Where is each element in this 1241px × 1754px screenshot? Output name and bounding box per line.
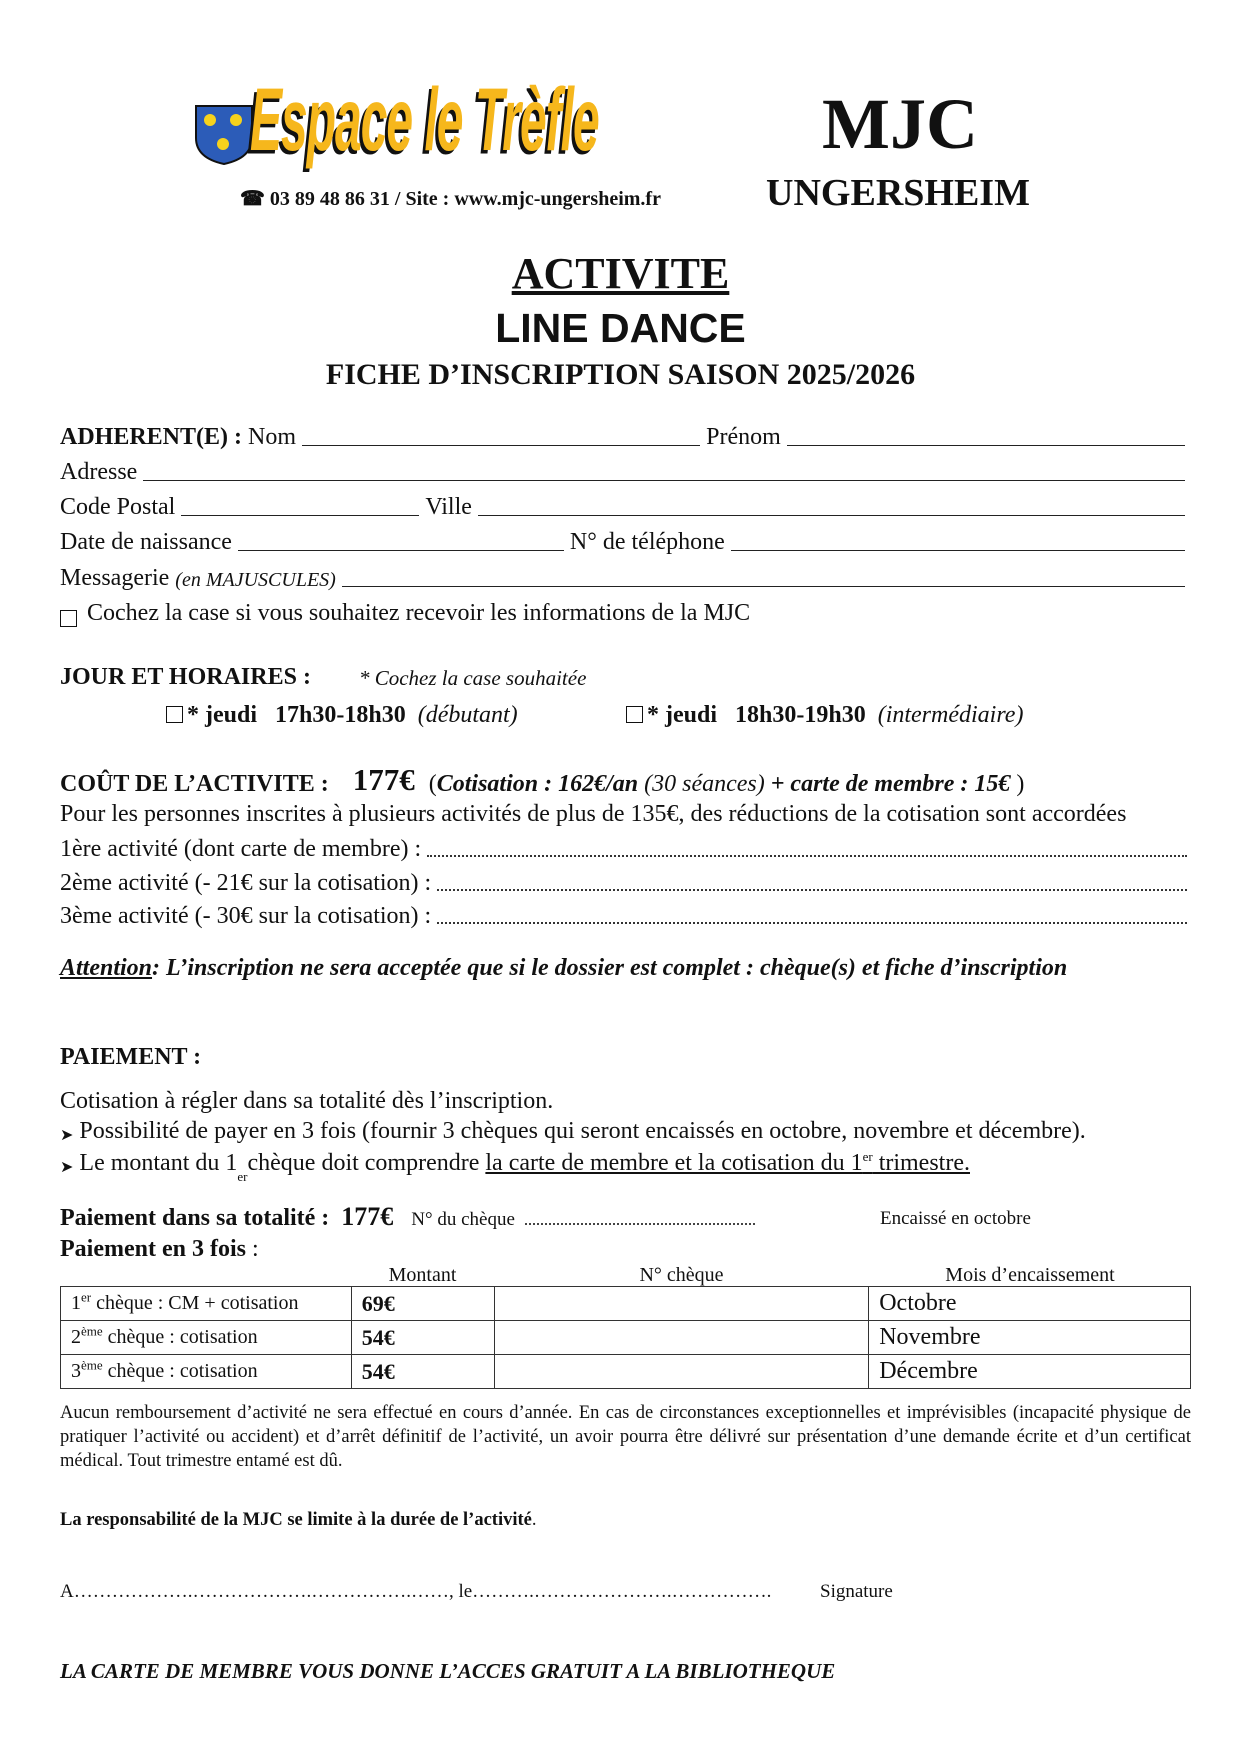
checkbox-debutant[interactable] xyxy=(166,706,183,723)
nom-label: Nom xyxy=(248,424,297,450)
row-ville xyxy=(60,494,1191,521)
paiement-label: PAIEMENT : xyxy=(60,1044,202,1070)
trois-fois-label: Paiement en 3 fois xyxy=(60,1236,246,1262)
row-adresse xyxy=(60,459,1191,486)
table-row xyxy=(61,1287,1191,1321)
date-naissance-field[interactable] xyxy=(238,549,564,551)
bullet-underlined: trimestre. xyxy=(872,1150,970,1176)
option-time: 18h30-19h30 xyxy=(735,702,866,728)
messagerie-label: Messagerie xyxy=(60,565,170,591)
cheque-number-field[interactable] xyxy=(494,1355,869,1389)
sup: er xyxy=(862,1149,873,1164)
totalite-amount: 177€ xyxy=(341,1202,394,1231)
logo-text: Espace le Trèfle xyxy=(250,72,599,171)
cout-seances: (30 séances) xyxy=(644,771,765,797)
option-level: (intermédiaire) xyxy=(877,702,1024,728)
adresse-label: Adresse xyxy=(60,459,138,485)
horaire-option-1[interactable] xyxy=(166,702,518,729)
cheque-label: 3ème chèque : cotisation xyxy=(61,1355,352,1389)
bibliotheque-notice: LA CARTE DE MEMBRE VOUS DONNE L’ACCES GRATUIT A LA BIBLIOTHEQUE xyxy=(60,1659,836,1683)
code-postal-label: Code Postal xyxy=(60,494,176,520)
cheque-no-label: N° du chèque xyxy=(411,1209,515,1230)
horaires-label: JOUR ET HORAIRES : xyxy=(60,664,311,690)
remboursement-text: Aucun remboursement d’activité ne sera effectué en cours d’année. En cas de circonstances exceptionnelles et imprévisibles (incapacité physique de pratiquer l’activité ou accident) et d’arrêt définitif de l’activité, un avoir pourra être délivré sur présentation d’une demande écrite et d’un certificat médical. Tout trimestre entamé est dû. xyxy=(60,1403,1191,1471)
header-mois: Mois d’encaissement xyxy=(945,1264,1115,1286)
attention-notice xyxy=(60,955,1191,982)
cout-carte: + carte de membre : 15€ xyxy=(770,771,1011,797)
trois-fois xyxy=(60,1236,259,1263)
encaisse-octobre: Encaissé en octobre xyxy=(880,1208,1031,1229)
cheque-month: Décembre xyxy=(869,1355,1191,1389)
table-row xyxy=(61,1355,1191,1389)
option-time: 17h30-18h30 xyxy=(275,702,406,728)
adresse-field[interactable] xyxy=(143,479,1185,481)
org-city: UNGERSHEIM xyxy=(766,172,1030,214)
table-row xyxy=(61,1321,1191,1355)
row-info-mjc xyxy=(60,600,1191,627)
header-cheque: N° chèque xyxy=(639,1264,724,1286)
bullet-text: chèque doit comprendre xyxy=(247,1150,480,1176)
cout-total: 177€ xyxy=(352,762,415,797)
reduction-line-1 xyxy=(60,836,1191,863)
cheque-number-field[interactable] xyxy=(494,1321,869,1355)
row-naissance xyxy=(60,529,1191,556)
attention-text: : L’inscription ne sera acceptée que si le dossier est complet : chèque(s) et fiche d’inscription xyxy=(152,955,1068,981)
cheque-amount: 54€ xyxy=(351,1355,494,1389)
info-checkbox-label: Cochez la case si vous souhaitez recevoir les informations de la MJC xyxy=(87,600,751,626)
paren: ( xyxy=(428,771,437,797)
payment-table xyxy=(60,1286,1191,1389)
responsabilite-text: La responsabilité de la MJC se limite à la durée de l’activité xyxy=(60,1510,532,1530)
reduction-line-2 xyxy=(60,870,1191,897)
attention-label: Attention xyxy=(60,955,153,981)
checkbox-intermediaire[interactable] xyxy=(626,706,643,723)
horaire-option-2[interactable] xyxy=(626,702,1023,729)
colon: : xyxy=(245,1236,259,1262)
cheque-label: 2ème chèque : cotisation xyxy=(61,1321,352,1355)
header-montant: Montant xyxy=(388,1264,457,1286)
messagerie-field[interactable] xyxy=(342,585,1185,587)
contact-line: ☎ 03 89 48 86 31 / Site : www.mjc-ungersheim.fr xyxy=(240,188,661,210)
cout-header: COÛT DE L’ACTIVITE : 177€ ( Cotisation : 162€/an (30 séances) + carte de membre : 15€ ) xyxy=(60,762,1025,797)
logo-espace-le-trefle xyxy=(192,72,722,178)
row-messagerie xyxy=(60,565,1191,592)
reduction-line-3 xyxy=(60,903,1191,930)
cheque-amount: 54€ xyxy=(351,1321,494,1355)
telephone-field[interactable] xyxy=(731,549,1185,551)
messagerie-note: (en MAJUSCULES) xyxy=(175,569,336,591)
reduction-label: 2ème activité (- 21€ sur la cotisation) : xyxy=(60,870,432,896)
shield-icon xyxy=(194,104,254,166)
signature-label: Signature xyxy=(820,1581,893,1602)
code-postal-field[interactable] xyxy=(181,514,419,516)
adherent-label: ADHERENT(E) : xyxy=(60,424,243,450)
reduction-field[interactable] xyxy=(437,888,1187,891)
bullet-text: Le montant du 1 xyxy=(79,1150,238,1176)
reduction-label: 1ère activité (dont carte de membre) : xyxy=(60,836,422,862)
lieu-date-field[interactable]: A……………….……………….…………….……, le……….………………….……………. xyxy=(60,1581,772,1602)
bullet-text: Possibilité de payer en 3 fois (fournir 3 chèques qui seront encaissés en octobre, novembre et décembre). xyxy=(79,1118,1086,1144)
option-day: * jeudi xyxy=(647,702,718,728)
cheque-amount: 69€ xyxy=(351,1287,494,1321)
option-day: * jeudi xyxy=(187,702,258,728)
prenom-label: Prénom xyxy=(706,424,781,450)
cheque-month: Novembre xyxy=(869,1321,1191,1355)
paiement-bullet-2: ➤ Le montant du 1 er chèque doit comprendre la carte de membre et la cotisation du 1er trimestre. xyxy=(60,1149,970,1184)
prenom-field[interactable] xyxy=(787,444,1185,446)
nom-field[interactable] xyxy=(302,444,700,446)
cheque-month: Octobre xyxy=(869,1287,1191,1321)
cheque-label: 1er chèque : CM + cotisation xyxy=(61,1287,352,1321)
org-name: MJC xyxy=(822,84,978,164)
ville-label: Ville xyxy=(425,494,472,520)
row-nom xyxy=(60,424,1191,451)
reduction-text: Pour les personnes inscrites à plusieurs activités de plus de 135€, des réductions de la cotisation sont accordées xyxy=(60,801,1127,827)
ville-field[interactable] xyxy=(478,514,1185,516)
reduction-field[interactable] xyxy=(427,854,1187,857)
totalite-label: Paiement dans sa totalité : xyxy=(60,1205,330,1231)
title-activity-name: LINE DANCE xyxy=(495,305,746,351)
cheque-no-field[interactable] xyxy=(525,1223,755,1225)
info-checkbox[interactable] xyxy=(60,610,77,627)
reduction-label: 3ème activité (- 30€ sur la cotisation) : xyxy=(60,903,432,929)
title-fiche: FICHE D’INSCRIPTION SAISON 2025/2026 xyxy=(325,358,916,391)
option-level: (débutant) xyxy=(417,702,518,728)
bullet-underlined: la carte de membre et la cotisation du 1 xyxy=(485,1150,863,1176)
horaires-header xyxy=(60,664,1191,691)
cheque-number-field[interactable] xyxy=(494,1287,869,1321)
title-activite: ACTIVITE xyxy=(511,249,730,298)
paiement-totalite xyxy=(60,1202,755,1232)
horaires-note: * Cochez la case souhaitée xyxy=(358,666,587,690)
reduction-field[interactable] xyxy=(437,921,1187,924)
paiement-bullet-1: ➤ Possibilité de payer en 3 fois (fournir 3 chèques qui seront encaissés en octobre, novembre et décembre). xyxy=(60,1118,1086,1144)
date-naissance-label: Date de naissance xyxy=(60,529,232,555)
paiement-intro: Cotisation à régler dans sa totalité dès l’inscription. xyxy=(60,1088,554,1114)
cout-label: COÛT DE L’ACTIVITE : xyxy=(60,771,329,797)
responsabilite: La responsabilité de la MJC se limite à la durée de l’activité. xyxy=(60,1510,537,1530)
telephone-label: N° de téléphone xyxy=(569,529,725,555)
cout-cotisation: Cotisation : 162€/an xyxy=(436,771,639,797)
